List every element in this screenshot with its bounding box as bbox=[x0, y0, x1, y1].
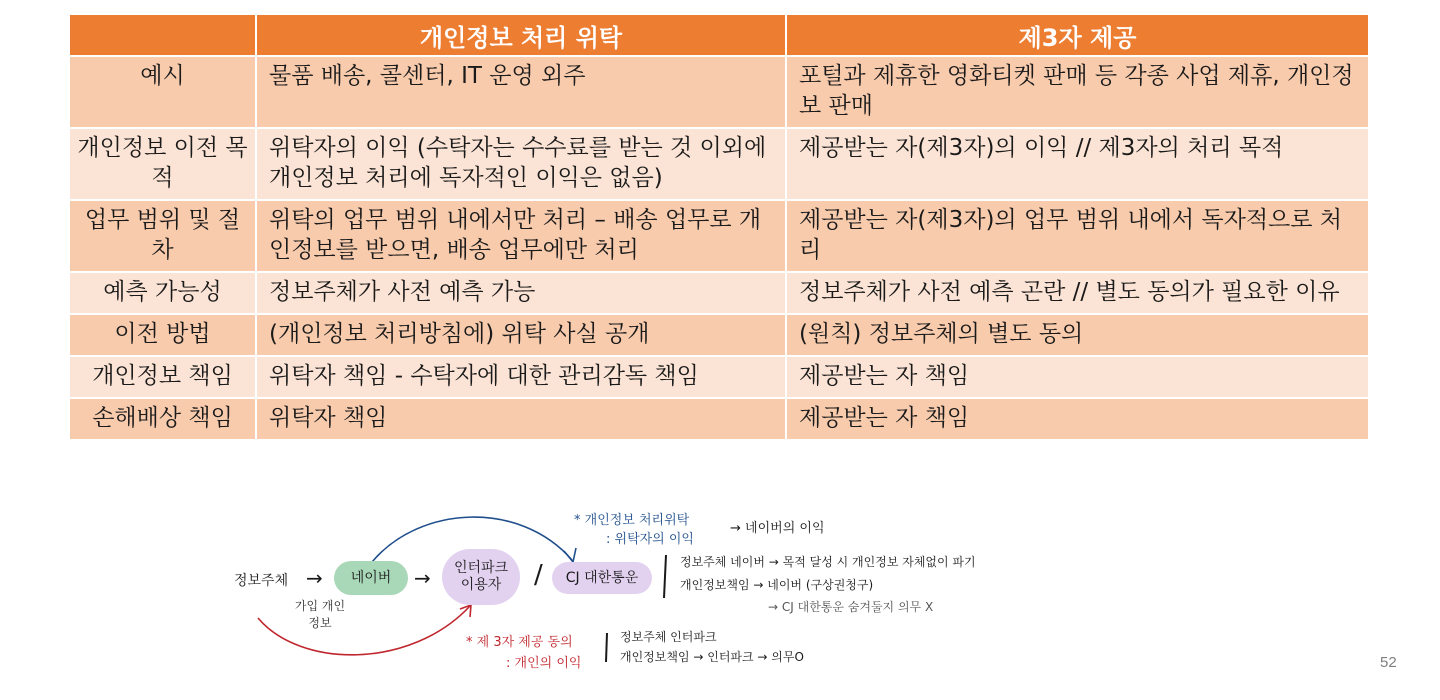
consign-note-result: → 네이버의 이익 bbox=[730, 521, 825, 536]
row-label: 개인정보 책임 bbox=[70, 356, 256, 398]
row-label: 업무 범위 및 절차 bbox=[70, 200, 256, 272]
subject-label: 정보주체 bbox=[234, 573, 289, 589]
cj-label: CJ 대한통운 bbox=[565, 569, 639, 586]
cell-third-party: 제공받는 자 책임 bbox=[786, 356, 1368, 398]
cell-consign: 위탁자 책임 bbox=[256, 398, 786, 440]
cell-consign: 위탁의 업무 범위 내에서만 처리 – 배송 업무로 개인정보를 받으면, 배송 업무에만 처리 bbox=[256, 200, 786, 272]
divider-line bbox=[664, 555, 666, 598]
cj-blob bbox=[552, 562, 652, 594]
right-note-1: 정보주체 네이버 → 목적 달성 시 개인정보 자체없이 파기 bbox=[680, 555, 976, 569]
cell-third-party: 제공받는 자(제3자)의 업무 범위 내에서 독자적으로 처리 bbox=[786, 200, 1368, 272]
blue-arrowhead bbox=[564, 548, 576, 562]
row-label: 예시 bbox=[70, 56, 256, 128]
cell-consign: 위탁자 책임 - 수탁자에 대한 관리감독 책임 bbox=[256, 356, 786, 398]
join-note: 가입 개인정보 bbox=[294, 599, 346, 630]
table-row bbox=[70, 356, 1368, 398]
table-row bbox=[70, 128, 1368, 200]
right-note-2: 개인정보책임 → 네이버 (구상권청구) bbox=[680, 578, 874, 592]
row-label: 개인정보 이전 목적 bbox=[70, 128, 256, 200]
row-label: 예측 가능성 bbox=[70, 272, 256, 314]
bottom-note-2: 개인정보책임 → 인터파크 → 의무O bbox=[620, 650, 804, 664]
cell-third-party: (원칙) 정보주체의 별도 동의 bbox=[786, 314, 1368, 356]
bottom-note-1: 정보주체 인터파크 bbox=[620, 630, 717, 644]
cell-third-party: 정보주체가 사전 예측 곤란 // 별도 동의가 필요한 이유 bbox=[786, 272, 1368, 314]
third-note-title: * 제 3자 제공 동의 bbox=[466, 635, 573, 650]
consign-note-sub: : 위탁자의 이익 bbox=[606, 532, 694, 547]
interpark-label: 인터파크 이용자 bbox=[453, 560, 509, 593]
consign-note-title: * 개인정보 처리위탁 bbox=[574, 513, 690, 528]
table-header-row bbox=[70, 15, 1368, 56]
table-row bbox=[70, 272, 1368, 314]
interpark-blob bbox=[442, 549, 520, 605]
red-arrowhead bbox=[460, 605, 471, 617]
cell-consign: 정보주체가 사전 예측 가능 bbox=[256, 272, 786, 314]
cell-consign: 위탁자의 이익 (수탁자는 수수료를 받는 것 이외에 개인정보 처리에 독자적인 이익은 없음) bbox=[256, 128, 786, 200]
table-row bbox=[70, 314, 1368, 356]
cell-third-party: 포털과 제휴한 영화티켓 판매 등 각종 사업 제휴, 개인정보 판매 bbox=[786, 56, 1368, 128]
right-note-3: → CJ 대한통운 숨겨둘지 의무 X bbox=[768, 600, 934, 614]
naver-label: 네이버 bbox=[350, 569, 392, 586]
header-third-party: 제3자 제공 bbox=[786, 15, 1368, 56]
cell-third-party: 제공받는 자(제3자)의 이익 // 제3자의 처리 목적 bbox=[786, 128, 1368, 200]
slash-glyph: / bbox=[534, 560, 543, 590]
table-row bbox=[70, 56, 1368, 128]
cell-third-party: 제공받는 자 책임 bbox=[786, 398, 1368, 440]
header-consign: 개인정보 처리 위탁 bbox=[256, 15, 786, 56]
table-row bbox=[70, 200, 1368, 272]
row-label: 이전 방법 bbox=[70, 314, 256, 356]
row-label: 손해배상 책임 bbox=[70, 398, 256, 440]
cell-consign: (개인정보 처리방침에) 위탁 사실 공개 bbox=[256, 314, 786, 356]
cell-consign: 물품 배송, 콜센터, IT 운영 외주 bbox=[256, 56, 786, 128]
arrow-glyph: → bbox=[414, 566, 431, 590]
header-corner bbox=[70, 15, 256, 56]
comparison-table bbox=[70, 15, 1368, 441]
arrow-glyph: → bbox=[306, 566, 323, 590]
naver-blob bbox=[334, 561, 408, 595]
page-number: 52 bbox=[1380, 654, 1397, 671]
divider-line bbox=[606, 633, 607, 662]
table-row bbox=[70, 398, 1368, 440]
third-note-sub: : 개인의 이익 bbox=[506, 656, 582, 671]
